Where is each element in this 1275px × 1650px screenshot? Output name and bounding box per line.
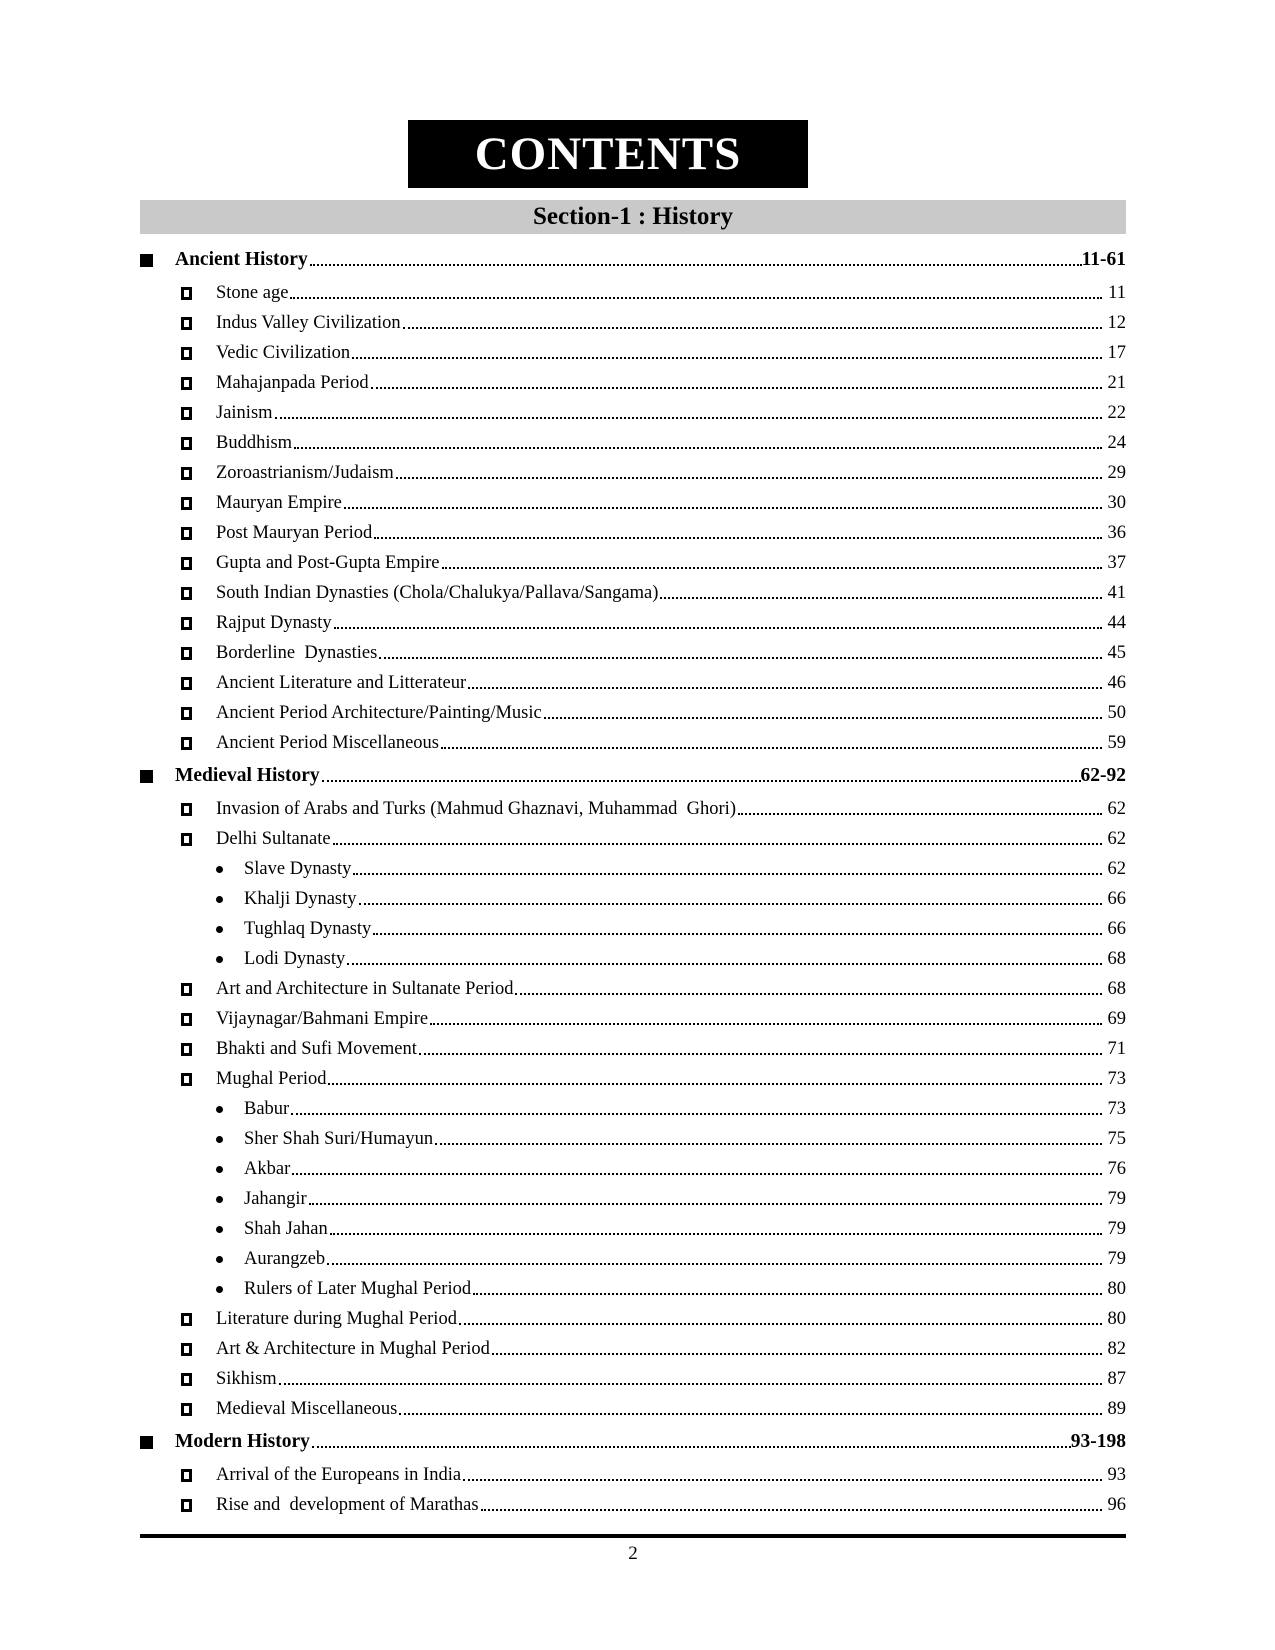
toc-entry xyxy=(140,548,1126,578)
toc-entry-label: Art and Architecture in Sultanate Period xyxy=(216,978,514,999)
toc-entry xyxy=(140,1364,1126,1394)
toc-entry-page: 82 xyxy=(1107,1338,1126,1359)
toc-entry xyxy=(140,944,1126,974)
toc-entry-page: 79 xyxy=(1107,1218,1126,1239)
toc-leader-dots xyxy=(373,933,1101,935)
toc-leader-dots xyxy=(544,717,1102,719)
toc-entry-label: Babur xyxy=(244,1098,290,1119)
toc-leader-dots xyxy=(473,1293,1101,1295)
toc-entry-page: 73 xyxy=(1107,1068,1126,1089)
toc-entry-label: Buddhism xyxy=(216,432,293,453)
square-outline-bullet-icon xyxy=(181,1043,192,1056)
toc-entry xyxy=(140,1334,1126,1364)
toc-entry-page: 17 xyxy=(1107,342,1126,363)
dot-bullet-icon xyxy=(216,1166,223,1173)
toc-entry xyxy=(140,854,1126,884)
toc-leader-dots xyxy=(344,507,1102,509)
toc-entry xyxy=(140,1460,1126,1490)
dot-bullet-icon xyxy=(216,866,223,873)
square-outline-bullet-icon xyxy=(181,557,192,570)
toc-entry-page: 79 xyxy=(1107,1248,1126,1269)
toc-entry-label: Borderline Dynasties xyxy=(216,642,378,663)
square-outline-bullet-icon xyxy=(181,983,192,996)
toc-entry-page: 93 xyxy=(1107,1464,1126,1485)
contents-title-banner xyxy=(408,120,808,188)
toc-entry-label: Modern History xyxy=(175,1431,310,1452)
toc-entry xyxy=(140,518,1126,548)
dot-bullet-icon xyxy=(216,1256,223,1263)
section-banner xyxy=(140,200,1126,234)
toc-entry-label: Vijaynagar/Bahmani Empire xyxy=(216,1008,429,1029)
toc-leader-dots xyxy=(481,1509,1102,1511)
toc-entry xyxy=(140,698,1126,728)
toc-entry-page: 75 xyxy=(1107,1128,1126,1149)
toc-entry-page: 62 xyxy=(1107,858,1126,879)
toc-entry-page: 21 xyxy=(1107,372,1126,393)
toc-entry-label: Jahangir xyxy=(244,1188,307,1209)
toc-entry-page: 50 xyxy=(1107,702,1126,723)
toc-entry-label: Akbar xyxy=(244,1158,291,1179)
toc-entry-page: 68 xyxy=(1107,978,1126,999)
square-outline-bullet-icon xyxy=(181,527,192,540)
toc-entry xyxy=(140,338,1126,368)
toc-entry-page: 62 xyxy=(1107,828,1126,849)
square-filled-bullet-icon xyxy=(140,770,153,783)
toc-leader-dots xyxy=(441,747,1102,749)
toc-leader-dots xyxy=(327,1263,1101,1265)
dot-bullet-icon xyxy=(216,1286,223,1293)
page-title: CONTENTS xyxy=(474,127,742,180)
toc-leader-dots xyxy=(359,903,1102,905)
square-outline-bullet-icon xyxy=(181,803,192,816)
dot-bullet-icon xyxy=(216,926,223,933)
toc-entry xyxy=(140,974,1126,1004)
toc-entry-page: 45 xyxy=(1107,642,1126,663)
toc-entry xyxy=(140,728,1126,758)
toc-entry-page: 71 xyxy=(1107,1038,1126,1059)
toc-entry xyxy=(140,1124,1126,1154)
toc-leader-dots xyxy=(374,537,1101,539)
square-outline-bullet-icon xyxy=(181,1013,192,1026)
toc-leader-dots xyxy=(330,1233,1102,1235)
square-outline-bullet-icon xyxy=(181,287,192,300)
dot-bullet-icon xyxy=(216,896,223,903)
toc-entry-page: 30 xyxy=(1107,492,1126,513)
toc-leader-dots xyxy=(371,387,1102,389)
toc-entry xyxy=(140,308,1126,338)
toc-entry-label: Sikhism xyxy=(216,1368,277,1389)
toc-entry-label: Indus Valley Civilization xyxy=(216,312,401,333)
toc-entry-label: Delhi Sultanate xyxy=(216,828,331,849)
square-outline-bullet-icon xyxy=(181,467,192,480)
toc-entry xyxy=(140,608,1126,638)
toc-leader-dots xyxy=(291,1113,1101,1115)
toc-leader-dots xyxy=(430,1023,1101,1025)
square-filled-bullet-icon xyxy=(140,1436,153,1449)
toc-leader-dots xyxy=(352,357,1101,359)
toc-entry-label: Vedic Civilization xyxy=(216,342,351,363)
square-outline-bullet-icon xyxy=(181,737,192,750)
toc-entry xyxy=(140,242,1126,278)
toc-entry-page: 11-61 xyxy=(1081,249,1126,270)
square-outline-bullet-icon xyxy=(181,1073,192,1086)
toc-entry-page: 62 xyxy=(1107,798,1126,819)
toc-leader-dots xyxy=(347,963,1101,965)
toc-entry xyxy=(140,368,1126,398)
toc-leader-dots xyxy=(310,264,1082,266)
dot-bullet-icon xyxy=(216,956,223,963)
toc-entry xyxy=(140,428,1126,458)
toc-entry-label: Mughal Period xyxy=(216,1068,327,1089)
toc-entry-label: Post Mauryan Period xyxy=(216,522,373,543)
toc-leader-dots xyxy=(435,1143,1101,1145)
toc-entry-label: Aurangzeb xyxy=(244,1248,326,1269)
toc-leader-dots xyxy=(334,627,1102,629)
toc-entry-label: Medieval Miscellaneous xyxy=(216,1398,398,1419)
toc-leader-dots xyxy=(459,1323,1102,1325)
toc-entry-label: Rajput Dynasty xyxy=(216,612,332,633)
toc-entry xyxy=(140,1154,1126,1184)
toc-leader-dots xyxy=(399,1413,1101,1415)
toc-entry-page: 29 xyxy=(1107,462,1126,483)
square-outline-bullet-icon xyxy=(181,1499,192,1512)
toc-entry-page: 66 xyxy=(1107,918,1126,939)
square-outline-bullet-icon xyxy=(181,347,192,360)
toc-entry xyxy=(140,794,1126,824)
toc-entry-label: Ancient Period Architecture/Painting/Music xyxy=(216,702,542,723)
square-outline-bullet-icon xyxy=(181,1373,192,1386)
footer-page-number: 2 xyxy=(628,1543,638,1564)
toc-entry-label: Mauryan Empire xyxy=(216,492,342,513)
toc-leader-dots xyxy=(379,657,1101,659)
toc-leader-dots xyxy=(442,567,1102,569)
toc-entry-page: 80 xyxy=(1107,1278,1126,1299)
toc-entry xyxy=(140,1244,1126,1274)
toc-entry-label: Rise and development of Marathas xyxy=(216,1494,479,1515)
toc-entry xyxy=(140,1034,1126,1064)
toc-list xyxy=(140,242,1126,1520)
toc-leader-dots xyxy=(290,297,1102,299)
toc-entry-label: Jainism xyxy=(216,402,273,423)
toc-entry-page: 89 xyxy=(1107,1398,1126,1419)
toc-entry-label: Art & Architecture in Mughal Period xyxy=(216,1338,490,1359)
toc-leader-dots xyxy=(492,1353,1102,1355)
toc-entry xyxy=(140,1064,1126,1094)
toc-entry-label: Shah Jahan xyxy=(244,1218,328,1239)
toc-entry-label: Ancient History xyxy=(175,249,308,270)
toc-entry-label: Invasion of Arabs and Turks (Mahmud Ghaznavi, Muhammad Ghori) xyxy=(216,798,736,819)
toc-entry-page: 41 xyxy=(1107,582,1126,603)
toc-entry-label: Medieval History xyxy=(175,765,320,786)
toc-entry-label: Bhakti and Sufi Movement xyxy=(216,1038,417,1059)
footer-rule xyxy=(140,1534,1126,1538)
square-filled-bullet-icon xyxy=(140,254,153,267)
toc-entry-label: Stone age xyxy=(216,282,289,303)
square-outline-bullet-icon xyxy=(181,407,192,420)
toc-entry-page: 46 xyxy=(1107,672,1126,693)
toc-entry xyxy=(140,638,1126,668)
toc-entry-label: Slave Dynasty xyxy=(244,858,352,879)
toc-entry-page: 11 xyxy=(1108,282,1126,303)
toc-leader-dots xyxy=(353,873,1101,875)
toc-entry-page: 44 xyxy=(1107,612,1126,633)
square-outline-bullet-icon xyxy=(181,377,192,390)
toc-entry-page: 69 xyxy=(1107,1008,1126,1029)
toc-entry xyxy=(140,398,1126,428)
toc-entry xyxy=(140,1274,1126,1304)
square-outline-bullet-icon xyxy=(181,587,192,600)
toc-entry xyxy=(140,1214,1126,1244)
toc-entry-page: 68 xyxy=(1107,948,1126,969)
toc-entry-page: 62-92 xyxy=(1080,765,1126,786)
toc-entry-label: South Indian Dynasties (Chola/Chalukya/Pallava/Sangama) xyxy=(216,582,659,603)
toc-entry xyxy=(140,1094,1126,1124)
toc-leader-dots xyxy=(312,1446,1071,1448)
toc-entry-page: 36 xyxy=(1107,522,1126,543)
toc-entry-label: Literature during Mughal Period xyxy=(216,1308,457,1329)
toc-entry xyxy=(140,1004,1126,1034)
toc-entry-label: Lodi Dynasty xyxy=(244,948,346,969)
toc-entry-page: 79 xyxy=(1107,1188,1126,1209)
toc-leader-dots xyxy=(292,1173,1101,1175)
toc-entry xyxy=(140,458,1126,488)
square-outline-bullet-icon xyxy=(181,1403,192,1416)
toc-leader-dots xyxy=(322,780,1081,782)
toc-entry xyxy=(140,758,1126,794)
toc-entry xyxy=(140,824,1126,854)
toc-entry xyxy=(140,278,1126,308)
toc-entry xyxy=(140,668,1126,698)
toc-entry-label: Rulers of Later Mughal Period xyxy=(244,1278,472,1299)
toc-leader-dots xyxy=(294,447,1101,449)
toc-entry-page: 76 xyxy=(1107,1158,1126,1179)
toc-entry-page: 59 xyxy=(1107,732,1126,753)
toc-entry xyxy=(140,1394,1126,1424)
toc-entry-label: Sher Shah Suri/Humayun xyxy=(244,1128,434,1149)
toc-entry-label: Mahajanpada Period xyxy=(216,372,369,393)
square-outline-bullet-icon xyxy=(181,1343,192,1356)
toc-entry xyxy=(140,1184,1126,1214)
toc-leader-dots xyxy=(738,813,1102,815)
toc-leader-dots xyxy=(660,597,1101,599)
toc-entry-page: 87 xyxy=(1107,1368,1126,1389)
toc-leader-dots xyxy=(396,477,1102,479)
toc-entry-page: 12 xyxy=(1107,312,1126,333)
square-outline-bullet-icon xyxy=(181,317,192,330)
toc-entry-label: Ancient Literature and Litterateur xyxy=(216,672,467,693)
toc-entry xyxy=(140,488,1126,518)
dot-bullet-icon xyxy=(216,1196,223,1203)
toc-entry-page: 93-198 xyxy=(1070,1431,1126,1452)
toc-entry-label: Khalji Dynasty xyxy=(244,888,357,909)
toc-leader-dots xyxy=(403,327,1102,329)
toc-entry-page: 80 xyxy=(1107,1308,1126,1329)
toc-leader-dots xyxy=(275,417,1102,419)
toc-entry-page: 66 xyxy=(1107,888,1126,909)
toc-leader-dots xyxy=(328,1083,1101,1085)
toc-entry xyxy=(140,1424,1126,1460)
square-outline-bullet-icon xyxy=(181,1313,192,1326)
toc-entry-label: Tughlaq Dynasty xyxy=(244,918,372,939)
dot-bullet-icon xyxy=(216,1226,223,1233)
toc-entry-label: Ancient Period Miscellaneous xyxy=(216,732,439,753)
toc-entry-label: Arrival of the Europeans in India xyxy=(216,1464,462,1485)
toc-entry-page: 73 xyxy=(1107,1098,1126,1119)
toc-entry-page: 37 xyxy=(1107,552,1126,573)
square-outline-bullet-icon xyxy=(181,617,192,630)
toc-leader-dots xyxy=(468,687,1101,689)
toc-entry xyxy=(140,1490,1126,1520)
toc-entry-page: 24 xyxy=(1107,432,1126,453)
contents-page xyxy=(140,0,1126,1565)
toc-entry xyxy=(140,578,1126,608)
square-outline-bullet-icon xyxy=(181,497,192,510)
toc-entry xyxy=(140,914,1126,944)
toc-leader-dots xyxy=(463,1479,1101,1481)
toc-leader-dots xyxy=(333,843,1102,845)
square-outline-bullet-icon xyxy=(181,707,192,720)
toc-entry-page: 96 xyxy=(1107,1494,1126,1515)
toc-leader-dots xyxy=(309,1203,1102,1205)
toc-leader-dots xyxy=(419,1053,1102,1055)
square-outline-bullet-icon xyxy=(181,833,192,846)
square-outline-bullet-icon xyxy=(181,677,192,690)
toc-entry-label: Zoroastrianism/Judaism xyxy=(216,462,394,483)
toc-entry xyxy=(140,884,1126,914)
toc-leader-dots xyxy=(279,1383,1102,1385)
toc-entry-label: Gupta and Post-Gupta Empire xyxy=(216,552,440,573)
square-outline-bullet-icon xyxy=(181,437,192,450)
toc-leader-dots xyxy=(515,993,1101,995)
section-banner-label: Section-1 : History xyxy=(533,203,733,230)
square-outline-bullet-icon xyxy=(181,1469,192,1482)
dot-bullet-icon xyxy=(216,1106,223,1113)
toc-entry xyxy=(140,1304,1126,1334)
square-outline-bullet-icon xyxy=(181,647,192,660)
toc-entry-page: 22 xyxy=(1107,402,1126,423)
dot-bullet-icon xyxy=(216,1136,223,1143)
